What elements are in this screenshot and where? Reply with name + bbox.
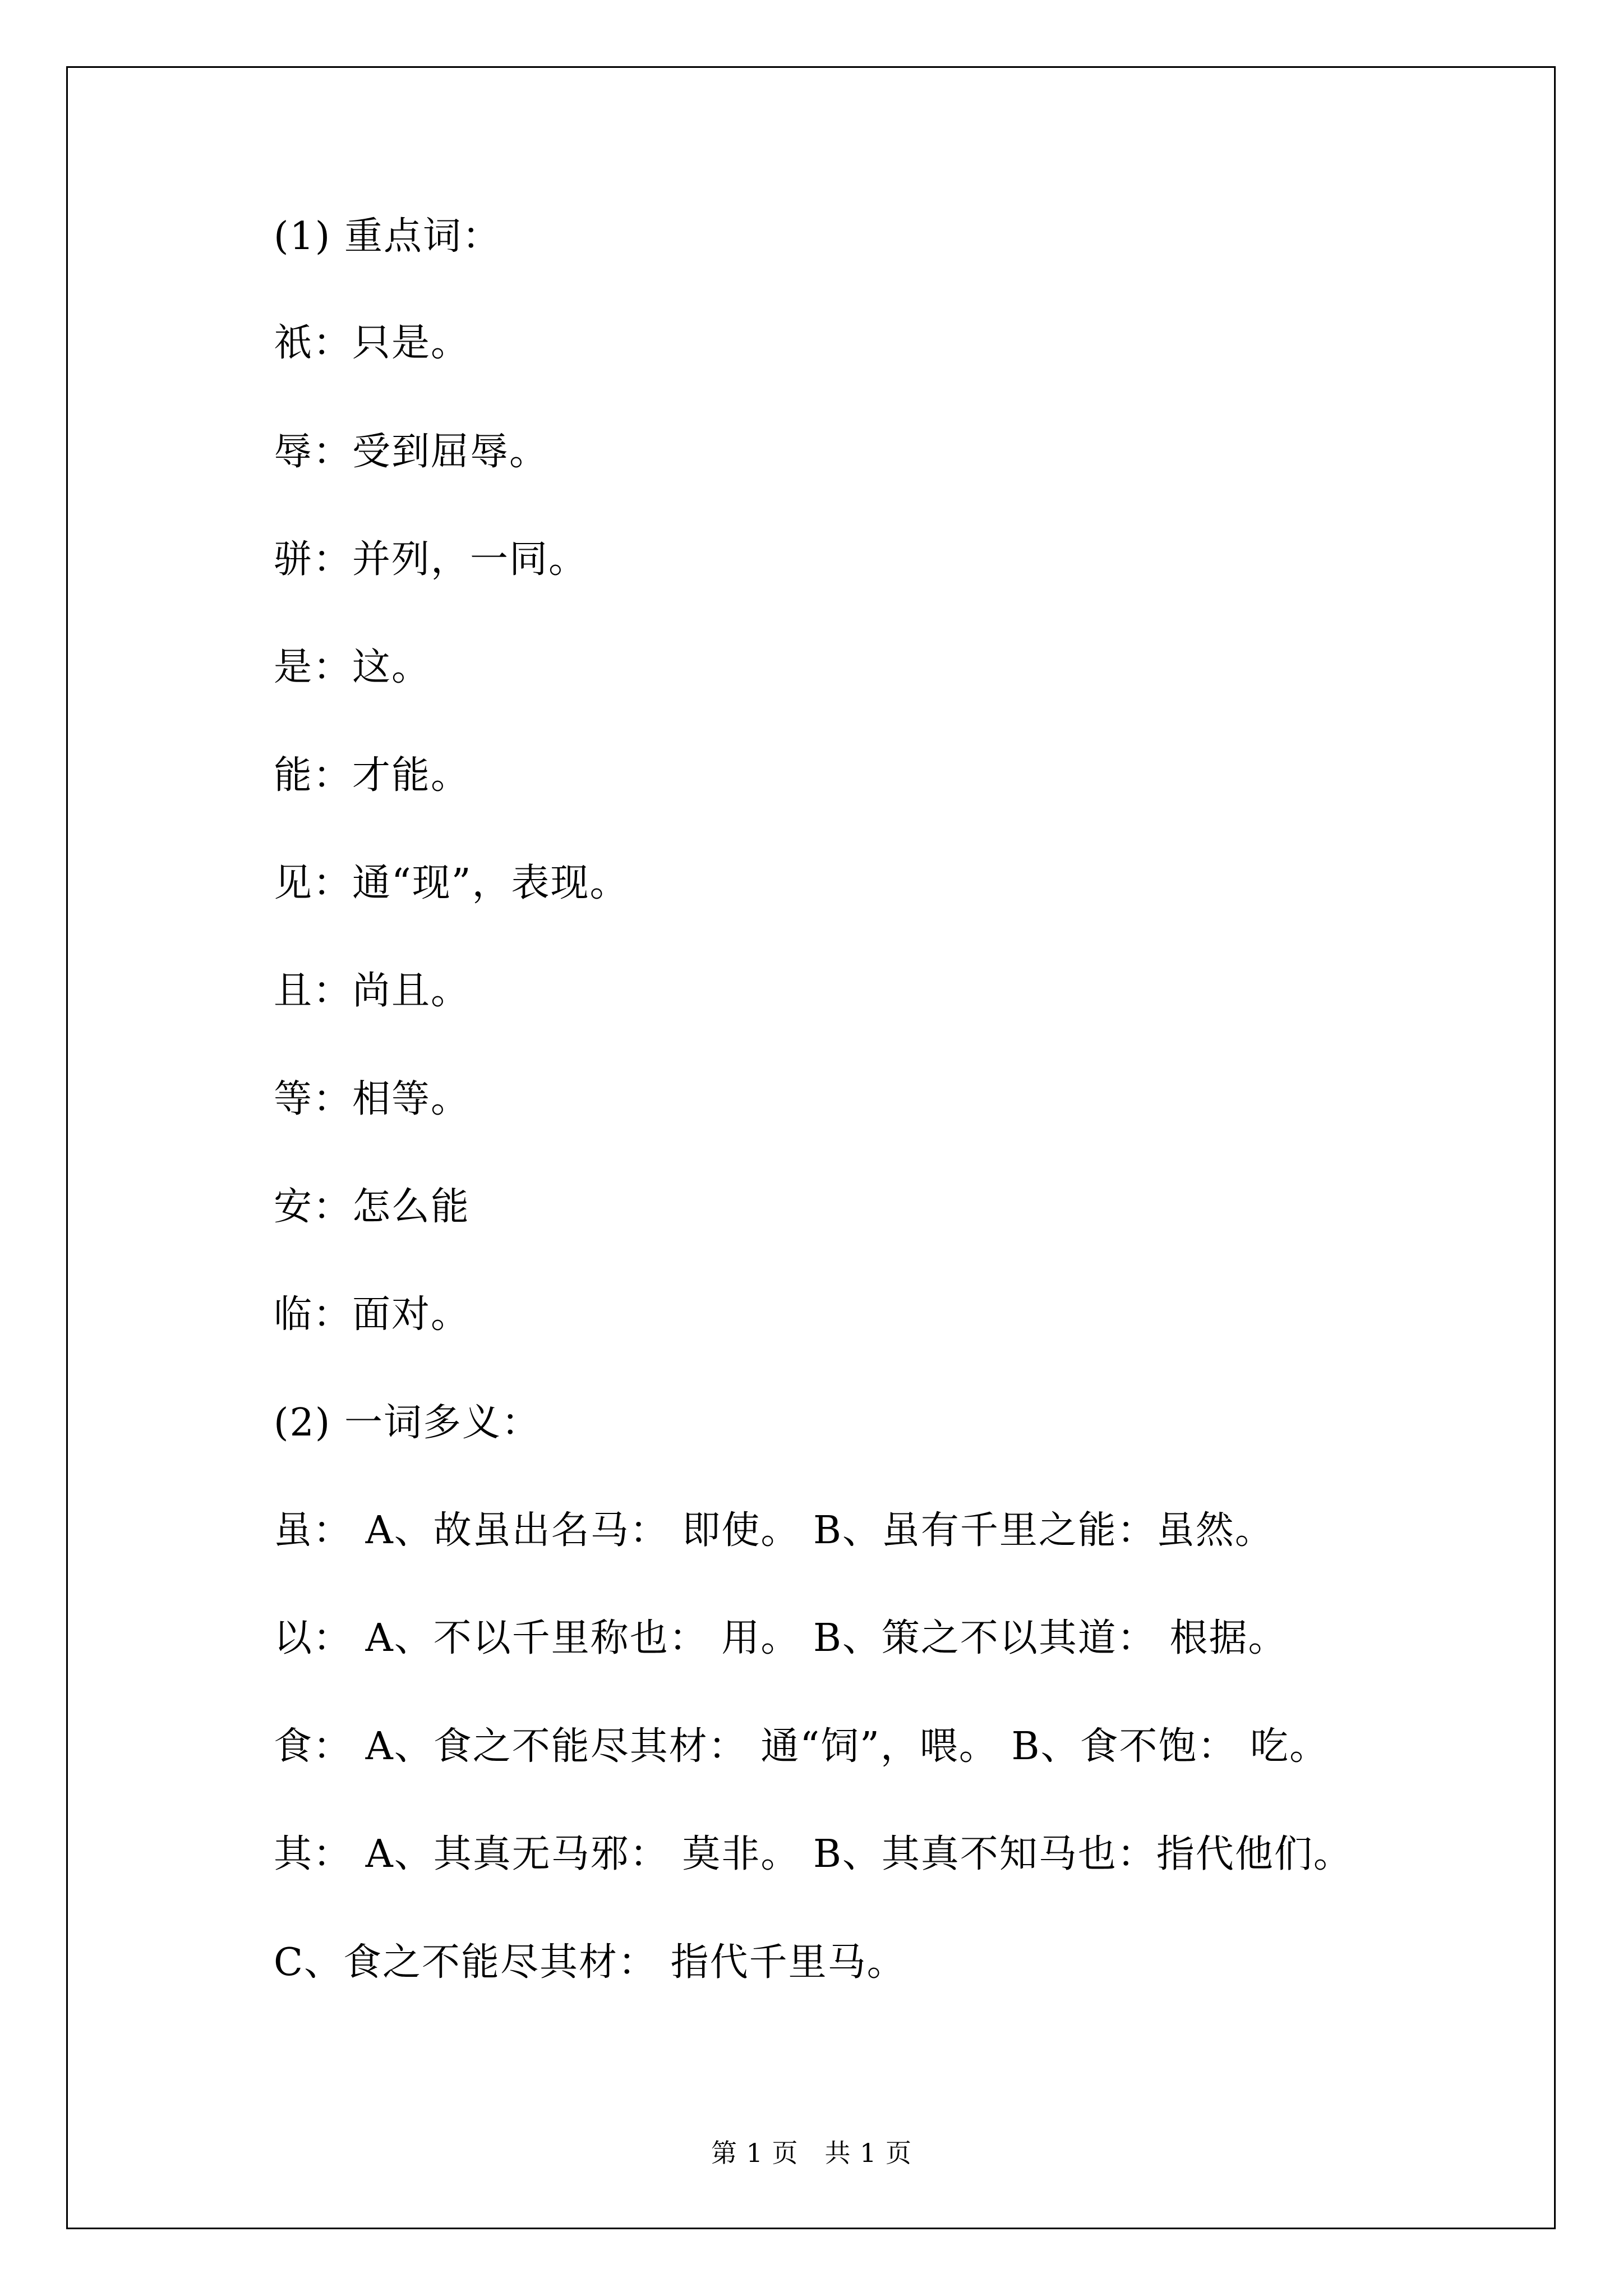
entry-an: 安：怎么能	[274, 1185, 471, 1229]
entry-zhi: 祇：只是。	[274, 321, 471, 365]
entry-deng: 等：相等。	[274, 1077, 471, 1121]
polysemy-qi-c: C、食之不能尽其材： 指代千里马。	[274, 1940, 906, 1985]
polysemy-yi: 以： A、不以千里称也： 用。 B、策之不以其道： 根据。	[274, 1616, 1288, 1660]
page-border	[66, 66, 1556, 2229]
entry-pian: 骈：并列，一同。	[274, 537, 588, 582]
entry-ru: 辱：受到屈辱。	[274, 430, 549, 474]
entry-lin: 临：面对。	[274, 1292, 471, 1337]
heading-polysemy: (2) 一词多义：	[274, 1401, 541, 1445]
entry-jian: 见：通“现”，表现。	[274, 861, 629, 905]
polysemy-sui: 虽： A、故虽出名马： 即使。 B、虽有千里之能：虽然。	[274, 1508, 1274, 1553]
polysemy-shi-food: 食： A、食之不能尽其材： 通“饲”，喂。 B、食不饱： 吃。	[274, 1724, 1329, 1769]
entry-qie: 且：尚且。	[274, 969, 471, 1013]
entry-neng: 能：才能。	[274, 753, 471, 798]
heading-key-words: (1) 重点词：	[274, 214, 501, 259]
page-footer: 第 1 页 共 1 页	[711, 2138, 912, 2168]
polysemy-qi: 其： A、其真无马邪： 莫非。 B、其真不知马也：指代他们。	[274, 1832, 1353, 1876]
entry-shi: 是：这。	[274, 645, 431, 689]
